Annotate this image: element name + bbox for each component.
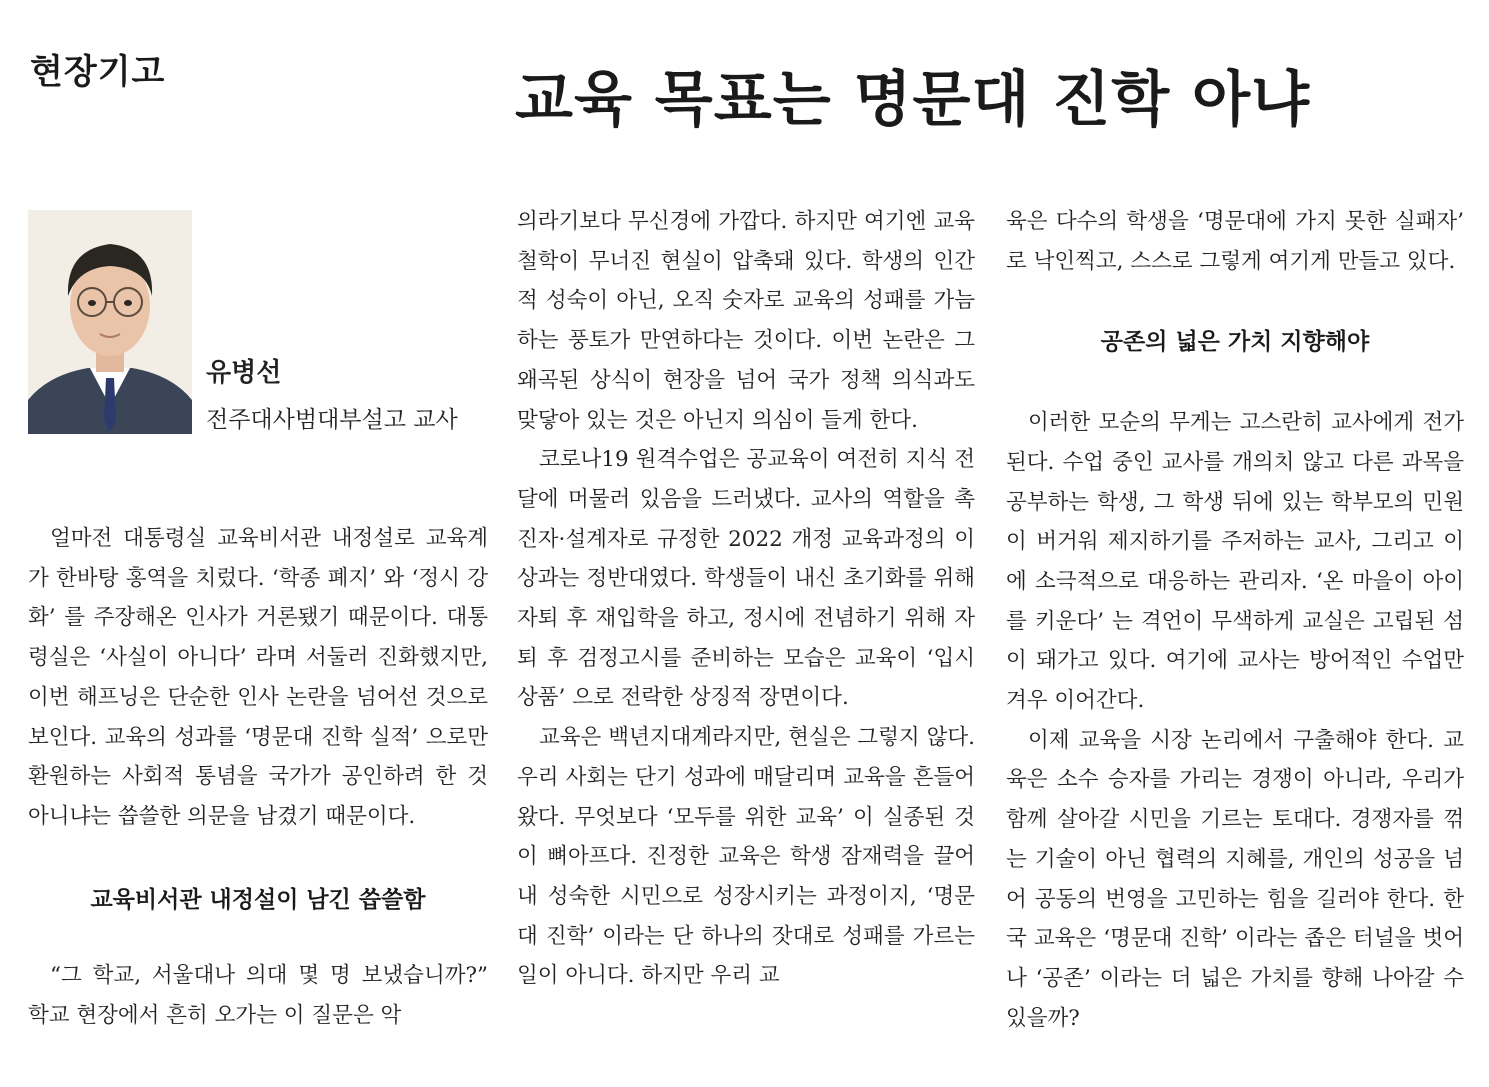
subheading: 공존의 넓은 가치 지향해야 [1100, 329, 1370, 356]
paragraph: 코로나19 원격수업은 공교육이 여전히 지식 전달에 머물러 있음을 드러냈다. 교사의 역할을 촉진자·설계자로 규정한 2022 개정 교육과정의 이상과는 정반대였다. 학생들이 내신 초기화를 위해 자퇴 후 재입학을 하고, 정시에 전념하기 위해 자퇴 후 검정고시를 준비하는 모습은 교육이 ‘입시 상품’ 으로 전락한 상징적 장면이다. [517, 447, 975, 711]
author-name: 유병선 [206, 358, 282, 388]
author-title: 전주대사범대부설고 교사 [206, 407, 458, 433]
article-column-1 [28, 519, 488, 1036]
paragraph: “그 학교, 서울대나 의대 몇 명 보냈습니까?” 학교 현장에서 흔히 오가는 이 질문은 악 [28, 963, 488, 1029]
section-label: 현장기고 [30, 52, 166, 92]
subheading: 교육비서관 내정설이 남긴 씁쓸함 [90, 886, 426, 913]
paragraph: 이제 교육을 시장 논리에서 구출해야 한다. 교육은 소수 승자를 가리는 경쟁이 아니라, 우리가 함께 살아갈 시민을 기르는 토대다. 경쟁자를 꺾는 기술이 아닌 협력의 지혜를, 개인의 성공을 넘어 공동의 번영을 고민하는 힘을 길러야 한다. 한국 교육은 ‘명문대 진학’ 이라는 좁은 터널을 벗어나 ‘공존’ 이라는 더 넓은 가치를 향해 나아갈 수 있을까? [1006, 727, 1464, 1031]
headline: 교육 목표는 명문대 진학 아냐 [515, 65, 1311, 135]
article-column-2 [517, 202, 975, 996]
paragraph: 교육은 백년지대계라지만, 현실은 그렇지 않다. 우리 사회는 단기 성과에 매달리며 교육을 흔들어왔다. 무엇보다 ‘모두를 위한 교육’ 이 실종된 것이 뼈아프다. 진정한 교육은 학생 잠재력을 끌어내 성숙한 시민으로 성장시키는 과정이지, ‘명문대 진학’ 이라는 단 하나의 잣대로 성패를 가르는 일이 아니다. 하지만 우리 교 [517, 725, 975, 989]
author-portrait-image [28, 210, 192, 434]
paragraph: 이러한 모순의 무게는 고스란히 교사에게 전가된다. 수업 중인 교사를 개의치 않고 다른 과목을 공부하는 학생, 그 학생 뒤에 있는 학부모의 민원이 버거워 제지하기를 주저하는 교사, 그리고 이에 소극적으로 대응하는 관리자. ‘온 마을이 아이를 키운다’ 는 격언이 무색하게 교실은 고립된 섬이 돼가고 있다. 여기에 교사는 방어적인 수업만 겨우 이어간다. [1006, 410, 1464, 714]
article-column-3 [1006, 202, 1464, 1038]
paragraph: 의라기보다 무신경에 가깝다. 하지만 여기엔 교육 철학이 무너진 현실이 압축돼 있다. 학생의 인간적 성숙이 아닌, 오직 숫자로 교육의 성패를 가늠하는 풍토가 만연하다는 것이다. 이번 논란은 그 왜곡된 상식이 현장을 넘어 국가 정책 의식과도 맞닿아 있는 것은 아닌지 의심이 들게 한다. [517, 209, 975, 433]
author-photo [28, 210, 192, 434]
paragraph: 육은 다수의 학생을 ‘명문대에 가지 못한 실패자’ 로 낙인찍고, 스스로 그렇게 여기게 만들고 있다. [1006, 209, 1464, 274]
paragraph: 얼마전 대통령실 교육비서관 내정설로 교육계가 한바탕 홍역을 치렀다. ‘학종 폐지’ 와 ‘정시 강화’ 를 주장해온 인사가 거론됐기 때문이다. 대통령실은 ‘사실이 아니다’ 라며 서둘러 진화했지만, 이번 해프닝은 단순한 인사 논란을 넘어선 것으로 보인다. 교육의 성과를 ‘명문대 진학 실적’ 으로만 환원하는 사회적 통념을 국가가 공인하려 한 것 아니냐는 씁쓸한 의문을 남겼기 때문이다. [28, 526, 488, 829]
